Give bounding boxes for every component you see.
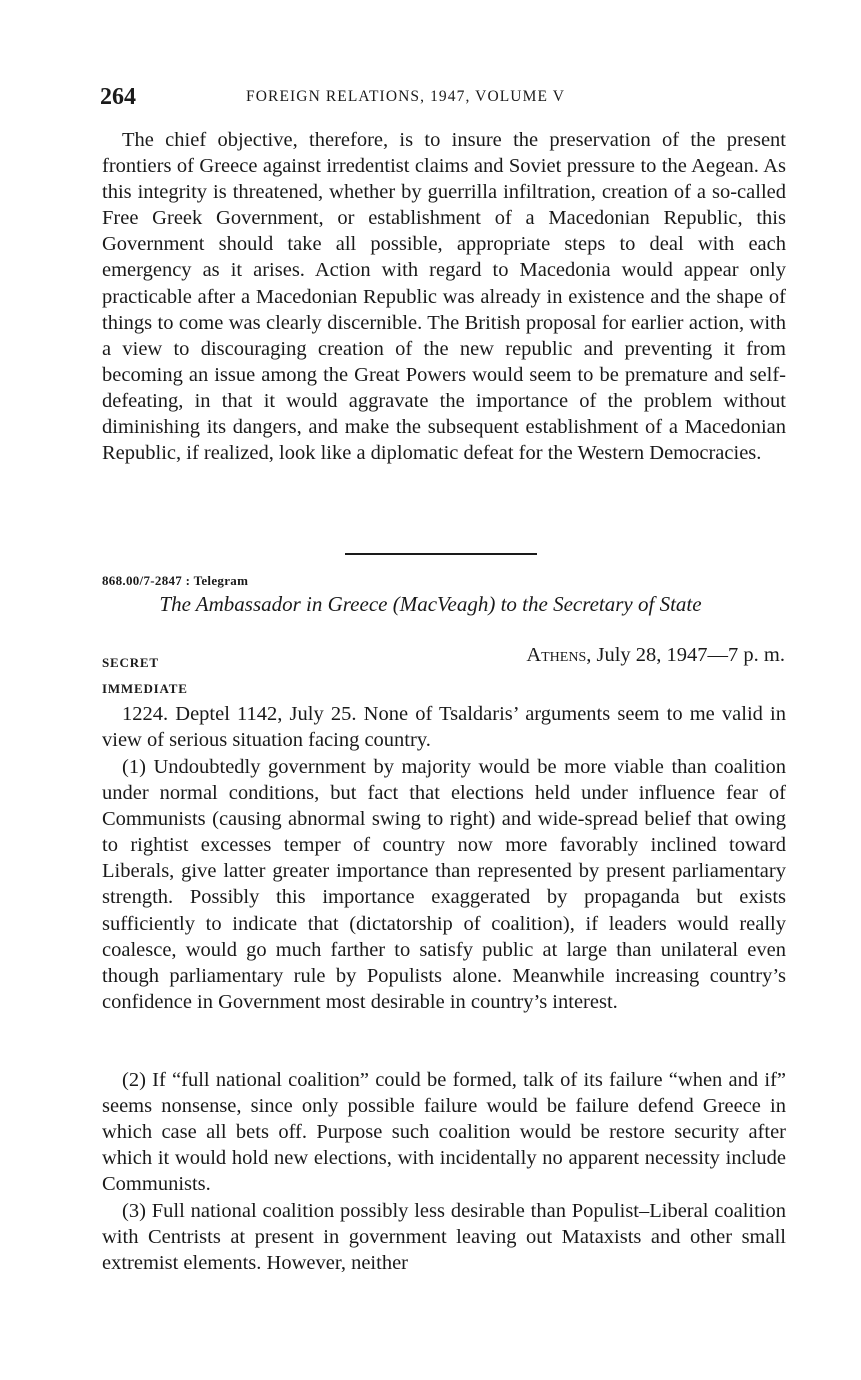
telegram-paragraph-1: (1) Undoubtedly government by majority would be more viable than coalition under normal conditions, but fact that elections held under influence fear of Communists (causing abnormal swing to right) and wide-spread belief that owing to rightist excesses temper of country now more favorably inclined toward Liberals, give latter greater importance than represented by present parliamentary strength. Possibly this importance exaggerated by propaganda but exists sufficiently to indicate that (dictatorship of coalition), if leaders would really coalesce, would go much farther to satisfy public at large than unilateral even though parliamentary rule by Populists alone. Meanwhile increasing country’s confidence in Government most desirable in country’s interest. [102, 756, 786, 1013]
dateline-city: Athens, [526, 644, 592, 666]
section-divider [345, 553, 537, 555]
classification-immediate: IMMEDIATE [102, 681, 188, 696]
running-title: FOREIGN RELATIONS, 1947, VOLUME V [246, 88, 566, 105]
file-reference: 868.00/7-2847 : Telegram [102, 573, 249, 588]
dateline [526, 644, 785, 667]
page-number: 264 [100, 84, 136, 110]
dateline-date: July 28, 1947—7 p. m. [591, 644, 785, 666]
classification-secret: SECRET [102, 655, 159, 670]
running-header [100, 84, 790, 114]
document-title: The Ambassador in Greece (MacVeagh) to the Secretary of State [159, 592, 702, 616]
telegram-paragraph-3: (3) Full national coalition possibly less desirable than Populist–Liberal coalition with Centrists at present in government leaving out Mataxists and other small extremist elements. However, neither [102, 1200, 786, 1275]
telegram-paragraph-opening: 1224. Deptel 1142, July 25. None of Tsaldaris’ arguments seem to me valid in view of serious situation facing country. [102, 703, 786, 752]
intro-paragraph: The chief objective, therefore, is to insure the preservation of the present frontiers of Greece against irredentist claims and Soviet pressure to the Aegean. As this integrity is threatened, whether by guerrilla infiltration, creation of a so-called Free Greek Government, or establishment of a Macedonian Republic, this Government should take all possible, appropriate steps to deal with each emergency as it arises. Action with regard to Macedonia would appear only practicable after a Macedonian Republic was already in existence and the shape of things to come was clearly discernible. The British proposal for earlier action, with a view to discouraging creation of the new republic and preventing it from becoming an issue among the Great Powers would seem to be premature and self-defeating, in that it would aggravate the importance of the problem without diminishing its dangers, and make the subsequent establishment of a Macedonian Republic, if realized, look like a diplomatic defeat for the Western Democracies. [102, 129, 786, 465]
telegram-paragraph-2: (2) If “full national coalition” could be formed, talk of its failure “when and if” seems nonsense, since only possible failure would be failure defend Greece in which case all bets off. Purpose such coalition would be restore security after which it would hold new elections, with incidentally no apparent necessity include Communists. [102, 1069, 786, 1196]
